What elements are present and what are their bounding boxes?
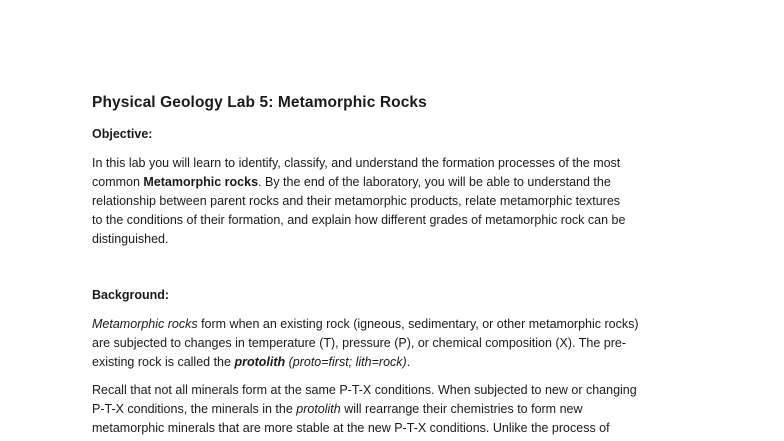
paragraph-line: [92, 192, 702, 211]
text-run: form when an existing rock (igneous, sedimentary, or other metamorphic rocks): [197, 317, 639, 331]
paragraph-line: [92, 154, 702, 173]
text-run: to the conditions of their formation, and explain how different grades of metamorphic rock can be: [92, 213, 626, 227]
text-run: .: [406, 355, 411, 369]
text-run: distinguished.: [92, 232, 169, 246]
text-run: metamorphic minerals that are more stable at the new P-T-X conditions. Unlike the process of: [92, 421, 610, 435]
text-run: common: [92, 175, 144, 189]
paragraph-line: [92, 334, 702, 353]
bold-term: Metamorphic rocks: [143, 175, 259, 189]
text-run: Recall that not all minerals form at the same P-T-X conditions. When subjected to new or changing: [92, 383, 637, 397]
paragraph-line: [92, 230, 702, 249]
paragraph-line: [92, 400, 702, 419]
text-run: P-T-X conditions, the minerals in the: [92, 402, 297, 416]
text-run: will rearrange their chemistries to form new: [340, 402, 583, 416]
paragraph-line: [92, 315, 702, 334]
objective-heading: Objective:: [92, 127, 153, 141]
paragraph-line: [92, 381, 702, 400]
paragraph-line: [92, 211, 702, 230]
paragraph-line: [92, 419, 702, 438]
text-run: are subjected to changes in temperature (T), pressure (P), or chemical composition (X). The pre-: [92, 336, 627, 350]
italic-term: Metamorphic rocks: [92, 317, 198, 331]
text-run: . By the end of the laboratory, you will be able to understand the: [258, 175, 611, 189]
paragraph-line: [92, 173, 702, 192]
text-run: relationship between parent rocks and their metamorphic products, relate metamorphic textures: [92, 194, 621, 208]
background-paragraph-2: [92, 381, 702, 438]
text-run: In this lab you will learn to identify, classify, and understand the formation processes of the most: [92, 156, 621, 170]
background-heading: Background:: [92, 288, 170, 302]
bold-italic-term: protolith: [234, 355, 286, 369]
objective-paragraph: [92, 154, 702, 249]
background-paragraph-1: [92, 315, 702, 372]
page-title: Physical Geology Lab 5: Metamorphic Rocks: [92, 94, 427, 111]
italic-term: (proto=first; lith=rock): [285, 355, 407, 369]
text-run: existing rock is called the: [92, 355, 235, 369]
italic-term: protolith: [296, 402, 341, 416]
paragraph-line: [92, 353, 702, 372]
